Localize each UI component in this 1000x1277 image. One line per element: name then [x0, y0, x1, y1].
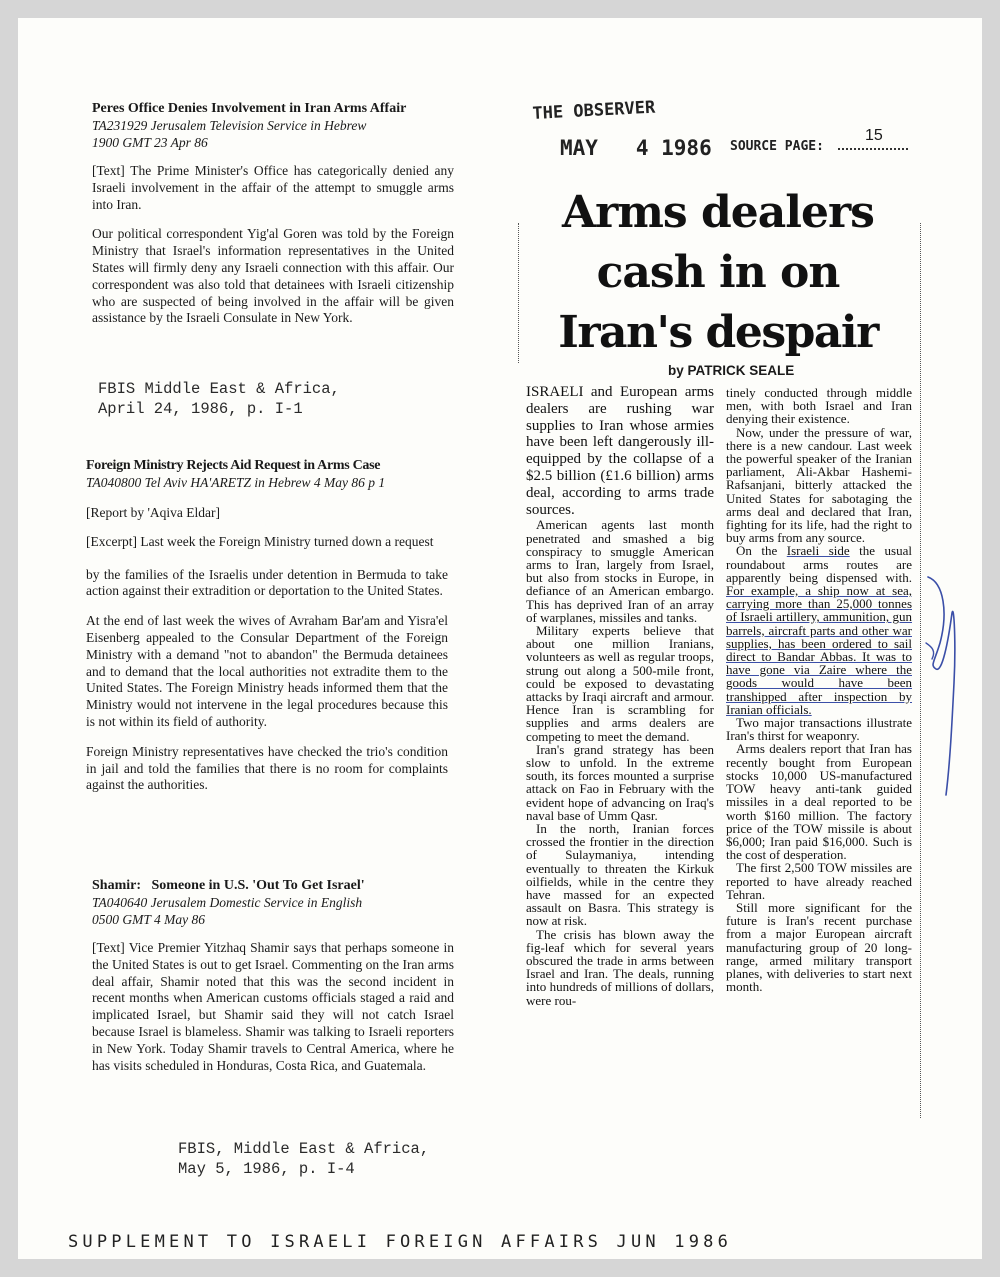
story-paragraph: Our political correspondent Yig'al Goren was told by the Foreign Ministry that Israel's information representatives in the United States will firmly deny any Israeli connection with this affair. Our correspondent was also told that detainees with Israeli citizenship who are suspected of being involved in the affair will be given assistance by the Israeli Consulate in New York.	[92, 226, 454, 326]
newspaper-name-stamp: THE OBSERVER	[532, 97, 656, 124]
story-source: TA040800 Tel Aviv HA'ARETZ in Hebrew 4 May 86 p 1	[86, 475, 386, 490]
story-paragraph: [Text] Vice Premier Yitzhaq Shamir says that perhaps someone in the United States is out to get Israel. Commenting on the Iran arms deal affair, Shamir noted that this was the second incident in recent months when American customs officials staged a raid and implicated Israel, but Shamir said they will not catch Israel because Israel is blameless. Shamir was talking to Israeli reporters in New York. Today Shamir travels to Central America, where he has visits scheduled in Honduras, Costa Rica, and Guatemala.	[92, 940, 454, 1073]
underlined-text: Israeli side	[786, 543, 850, 559]
story-shamir	[92, 877, 454, 1074]
story-source: TA040640 Jerusalem Domestic Service in English	[92, 895, 363, 910]
article-paragraph: Iran's grand strategy has been slow to unfold. In the extreme south, its forces mounted a surprise attack on Fao in February with the evident hope of advancing on Iraq's naval base of Umm Qasr.	[526, 741, 714, 823]
underlined-text: For example, a ship now at sea, carrying more than 25,000 tonnes of Israeli artillery, ammunition, gun barrels, aircraft parts and other war supplies, has been ordered to sail direct to Bandar Abbas. It was to have gone via Zaire where the goods would have been transhipped after inspection by Iranian officials.	[726, 583, 912, 717]
story-paragraph: At the end of last week the wives of Avraham Bar'am and Yisra'el Eisenberg appealed to the Consular Department of the Foreign Ministry with a demand "not to abandon" the Bermuda detainees and to demand that the local authorities not extradite them to the United States. The Foreign Ministry heads informed them that the Ministry would not intervene in the legal procedures because this is not within its field of authority.	[86, 613, 448, 729]
article-paragraph: The crisis has blown away the fig-leaf which for several years obscured the trade in arms between Israel and Iran. The deals, running into hundreds of millions of dollars, were rou-	[526, 926, 714, 1008]
handwritten-bracket-mark	[922, 573, 972, 803]
article-paragraph: Two major transactions illustrate Iran's thirst for weaponry.	[726, 715, 912, 744]
fbis-citation: FBIS Middle East & Africa, April 24, 1986, p. I-1	[98, 380, 340, 418]
text-run: the usual roundabout arms routes are apparently being dispensed with.	[726, 543, 912, 585]
fbis-citation: FBIS, Middle East & Africa, May 5, 1986, p. I-4	[178, 1140, 430, 1178]
clipping-rule-right	[920, 223, 921, 1118]
story-foreign-ministry	[86, 457, 448, 794]
article-byline: by PATRICK SEALE	[668, 363, 795, 378]
date-stamp: MAY 4 1986	[560, 136, 712, 160]
story-paragraph: by the families of the Israelis under detention in Bermuda to take action against their extradition or deportation to the United States.	[86, 566, 448, 599]
story-headline: Shamir: Someone in U.S. 'Out To Get Israel'	[92, 878, 365, 893]
article-paragraph: Military experts believe that about one million Iranians, volunteers as well as regular troops, strung out along a 500-mile front, could be exposed to devastating attacks by Iraqi aircraft and armour. Hence Iran is scrambling for supplies and arms dealers are competing to meet the demand.	[526, 623, 714, 744]
story-paragraph: Foreign Ministry representatives have checked the trio's condition in jail and told the families that there is no room for complaints against the authorities.	[86, 743, 448, 793]
story-paragraph: [Text] The Prime Minister's Office has categorically denied any Israeli involvement in the affair of the attempt to smuggle arms into Iran.	[92, 163, 454, 212]
story-byline: [Report by 'Aqiva Eldar]	[86, 505, 221, 520]
article-paragraph: Arms dealers report that Iran has recently bought from European stocks 10,000 US-manufactured TOW heavy anti-tank guided missiles in a deal reported to be worth $160 million. The factory price of the TOW missile is about $6,000; Iran paid $16,000. Such is the cost of desperation.	[726, 741, 912, 863]
story-source: TA231929 Jerusalem Television Service in Hebrew	[92, 118, 367, 133]
story-peres	[92, 100, 454, 327]
article-paragraph: Now, under the pressure of war, there is a new candour. Last week the powerful speaker of the Iranian parliament, Ali-Akbar Hashemi-Rafsanjani, bitterly attacked the United States for sabotaging the arms deal and declared that Iran, fighting for its life, had the right to buy arms from any source.	[726, 424, 912, 546]
article-paragraph: ISRAELI and European arms dealers are rushing war supplies to Iran whose armies have been left dangerously ill-equipped by the collapse of a $2.5 billion (£1.6 billion) arms deal, according to arms trade sources.	[526, 384, 714, 518]
text-run: On the	[736, 543, 787, 559]
article-headline	[516, 183, 920, 363]
story-time: 1900 GMT 23 Apr 86	[92, 135, 208, 150]
article-paragraph: Still more significant for the future is Iran's recent purchase from a major European aircraft manufacturing group of 20 long-range, armed military transport planes, with deliveries to start next month.	[726, 899, 912, 995]
headline-line: cash in on	[596, 247, 840, 298]
headline-line: Arms dealers	[562, 187, 874, 238]
story-headline: Foreign Ministry Rejects Aid Request in Arms Case	[86, 458, 381, 473]
story-paragraph: [Excerpt] Last week the Foreign Ministry turned down a request	[86, 533, 434, 549]
article-column-1	[526, 384, 714, 1007]
story-headline: Peres Office Denies Involvement in Iran Arms Affair	[92, 101, 407, 116]
article-paragraph: American agents last month penetrated and smashed a big conspiracy to smuggle American arms to Iran, largely from Israel, but also from stocks in Europe, in defiance of an American embargo. This has deprived Iran of an array of warplanes, missiles and tanks.	[526, 517, 714, 625]
source-page-number: 15	[865, 127, 883, 144]
headline-line: Iran's despair	[558, 307, 878, 358]
article-paragraph-marked	[726, 544, 912, 716]
article-paragraph: tinely conducted through middle men, with both Israel and Iran denying their existence.	[726, 385, 912, 427]
article-column-2	[726, 386, 912, 993]
article-paragraph: In the north, Iranian forces crossed the frontier in the direction of Sulaymaniya, intending eventually to threaten the Kirkuk oilfields, while in the centre they have massed for an expected assault on Basra. This strategy is now at risk.	[526, 821, 714, 929]
supplement-footer: SUPPLEMENT TO ISRAELI FOREIGN AFFAIRS JUN 1986	[68, 1232, 733, 1252]
document-page	[18, 18, 982, 1259]
story-time: 0500 GMT 4 May 86	[92, 912, 205, 927]
source-page-label: SOURCE PAGE:	[730, 139, 824, 154]
source-page-rule	[838, 148, 908, 150]
article-paragraph: The first 2,500 TOW missiles are reported to have already reached Tehran.	[726, 860, 912, 902]
